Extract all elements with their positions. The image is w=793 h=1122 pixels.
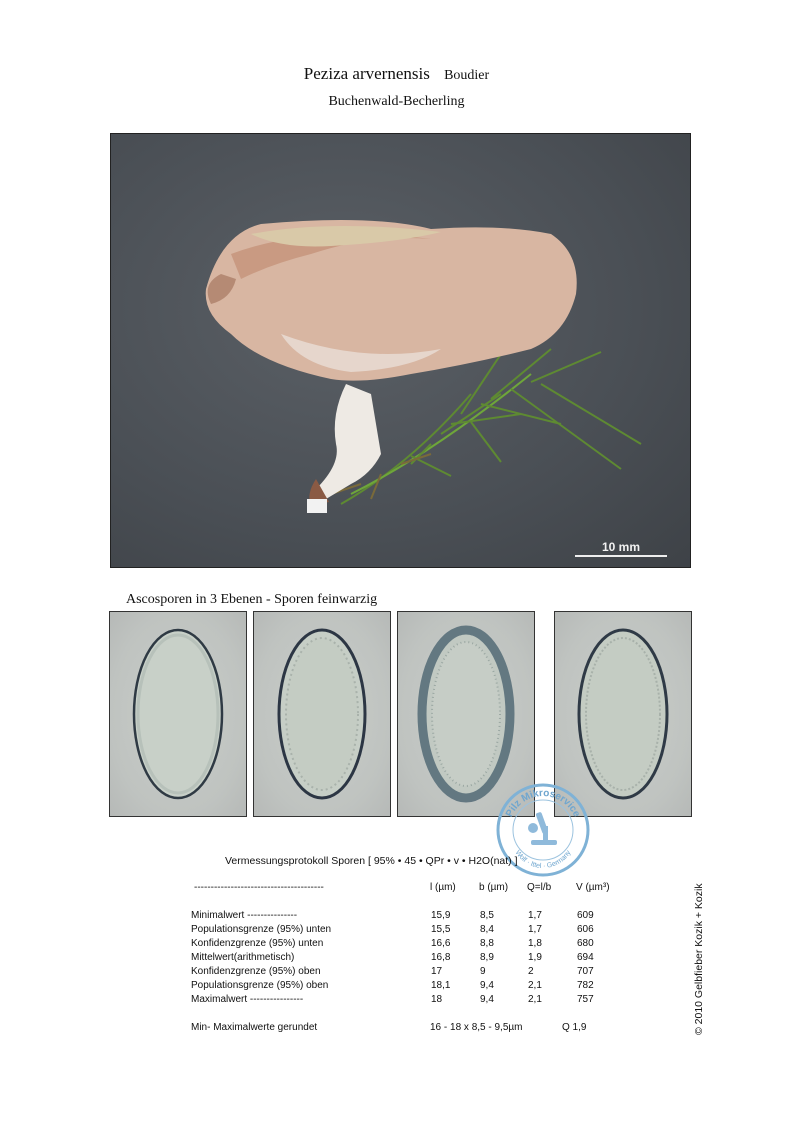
row-length: 15,9 xyxy=(431,910,451,921)
row-width: 8,5 xyxy=(480,910,494,921)
row-label: Maximalwert ---------------- xyxy=(191,994,304,1005)
header-length: l (µm) xyxy=(430,882,456,893)
scale-bar xyxy=(575,540,667,557)
rounded-size: 16 - 18 x 8,5 - 9,5µm xyxy=(430,1022,523,1033)
row-label: Populationsgrenze (95%) oben xyxy=(191,980,329,991)
row-width: 8,9 xyxy=(480,952,494,963)
header-width: b (µm) xyxy=(479,882,509,893)
row-q: 1,8 xyxy=(528,938,542,949)
row-volume: 606 xyxy=(577,924,594,935)
row-label: Populationsgrenze (95%) unten xyxy=(191,924,332,935)
header-volume: V (µm³) xyxy=(576,882,610,893)
header-dashes: --------------------------------------- xyxy=(194,882,324,893)
header-q: Q=l/b xyxy=(527,882,552,893)
stem-shape xyxy=(316,384,381,499)
row-width: 9 xyxy=(480,966,486,977)
spore-image-1 xyxy=(109,611,247,817)
row-width: 8,8 xyxy=(480,938,494,949)
scale-bar-line xyxy=(575,555,667,557)
row-length: 18,1 xyxy=(431,980,451,991)
row-q: 2 xyxy=(528,966,534,977)
row-length: 16,6 xyxy=(431,938,451,949)
row-volume: 694 xyxy=(577,952,594,963)
row-q: 1,9 xyxy=(528,952,542,963)
row-width: 8,4 xyxy=(480,924,494,935)
row-q: 1,7 xyxy=(528,924,542,935)
common-name: Buchenwald-Becherling xyxy=(328,94,465,109)
row-volume: 782 xyxy=(577,980,594,991)
row-label: Konfidenzgrenze (95%) unten xyxy=(191,938,324,949)
page-title xyxy=(0,64,793,84)
mushroom-photo xyxy=(110,133,691,568)
row-width: 9,4 xyxy=(480,980,494,991)
microscope-icon xyxy=(528,812,557,845)
species-author: Boudier xyxy=(444,68,490,83)
row-volume: 680 xyxy=(577,938,594,949)
row-length: 15,5 xyxy=(431,924,451,935)
row-length: 18 xyxy=(431,994,443,1005)
micro-caption: Ascosporen in 3 Ebenen - Sporen feinwarzig xyxy=(126,592,378,607)
rounded-q: Q 1,9 xyxy=(562,1022,587,1033)
spore-image-2 xyxy=(253,611,391,817)
row-volume: 707 xyxy=(577,966,594,977)
row-label: Konfidenzgrenze (95%) oben xyxy=(191,966,321,977)
scale-bar-label: 10 mm xyxy=(601,540,641,554)
row-label: Mittelwert(arithmetisch) xyxy=(191,952,295,963)
species-name: Peziza arvernensis xyxy=(303,64,430,83)
row-q: 2,1 xyxy=(528,994,542,1005)
copyright-vertical: © 2010 Gelbfieber Kozik + Kozik xyxy=(693,883,705,1035)
row-length: 16,8 xyxy=(431,952,451,963)
row-length: 17 xyxy=(431,966,443,977)
stamp-top-text: Pilz Mikroservice xyxy=(504,787,582,819)
row-q: 1,7 xyxy=(528,910,542,921)
row-width: 9,4 xyxy=(480,994,494,1005)
row-label: Minimalwert --------------- xyxy=(191,910,298,921)
row-q: 2,1 xyxy=(528,980,542,991)
row-volume: 757 xyxy=(577,994,594,1005)
rounded-label: Min- Maximalwerte gerundet xyxy=(191,1022,318,1033)
stamp-bottom-text: Wolf · Ittel · Germany xyxy=(513,849,573,871)
row-volume: 609 xyxy=(577,910,594,921)
measurement-title: Vermessungsprotokoll Sporen [ 95% • 45 • QPr • v • H2O(nat) ] xyxy=(225,855,518,867)
